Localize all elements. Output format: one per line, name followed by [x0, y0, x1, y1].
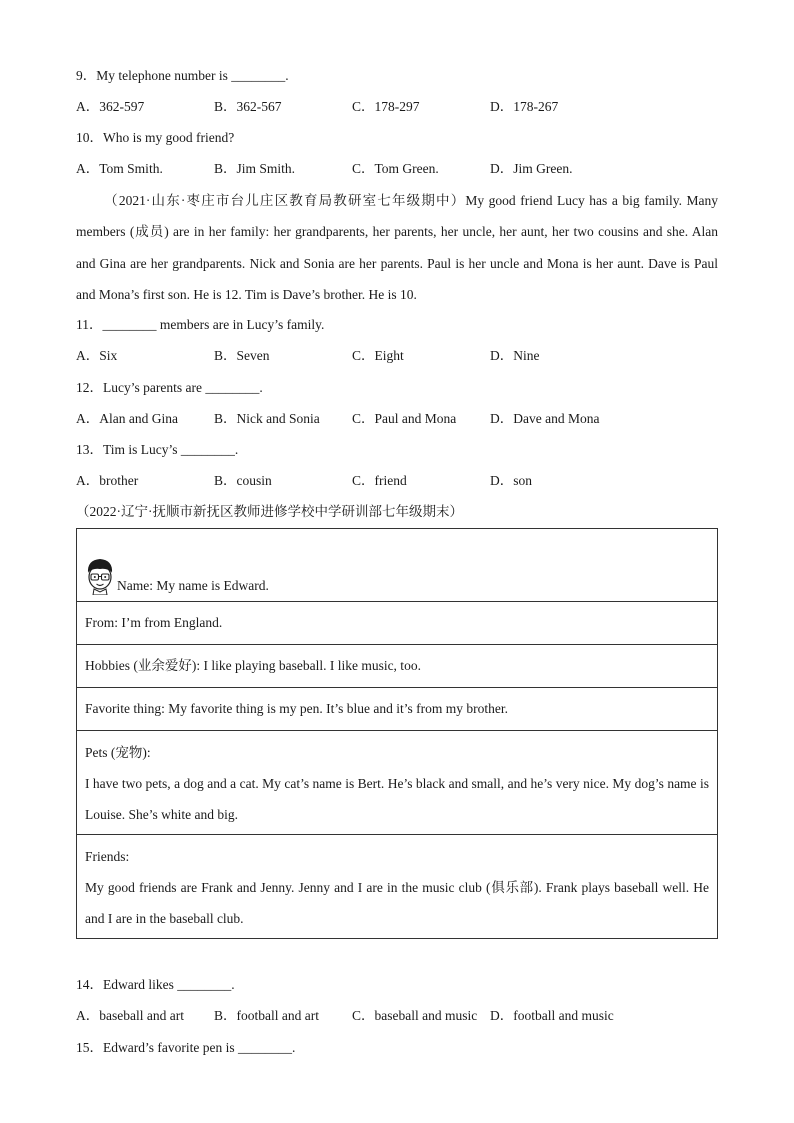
question-14-stem: 14．Edward likes ________.: [76, 977, 235, 992]
question-10-stem: 10．Who is my good friend?: [76, 130, 235, 145]
question-9-stem: 9．My telephone number is ________.: [76, 68, 289, 83]
question-15-stem: 15．Edward’s favorite pen is ________.: [76, 1040, 296, 1055]
pets-text: I have two pets, a dog and a cat. My cat’s name is Bert. He’s black and small, and he’s very nice. My dog’s name is Louise. She’s white and big.: [85, 776, 709, 822]
option-d: D．178-267: [490, 99, 559, 114]
card-row-favorite-thing: Favorite thing: My favorite thing is my pen. It’s blue and it’s from my brother.: [77, 688, 718, 731]
passage-text: （2021·山东·枣庄市台儿庄区教育局教研室七年级期中）My good friend Lucy has a big family. Many members (成员) are in her family: her grandparents, her parents, her uncle, her aunt, her two cousins and she. Alan and Gina are her grandparents. Nick and Sonia are her parents. Paul is her uncle and Mona is her aunt. Dave is Paul and Mona’s first son. He is 12. Tim is Dave’s brother. He is 10.: [76, 193, 718, 302]
option-c: C．friend: [352, 473, 407, 488]
card-row-friends: [77, 835, 718, 939]
option-b: B．cousin: [214, 473, 272, 488]
option-c: C．Tom Green.: [352, 161, 439, 176]
option-c: C．178-297: [352, 99, 420, 114]
option-b: B．362-567: [214, 99, 282, 114]
friends-text: My good friends are Frank and Jenny. Jenny and I are in the music club (俱乐部). Frank plays baseball well. He and I are in the baseball club.: [85, 880, 709, 926]
option-b: B．Seven: [214, 348, 270, 363]
option-d: D．Nine: [490, 348, 540, 363]
question-9-options: [76, 98, 716, 116]
option-a: A．brother: [76, 473, 139, 488]
option-b: B．Nick and Sonia: [214, 411, 320, 426]
option-a: A．Tom Smith.: [76, 161, 163, 176]
question-14-options: [76, 1007, 716, 1025]
question-13-options: [76, 472, 716, 490]
card-row-pets: [77, 731, 718, 835]
question-11-options: [76, 347, 716, 365]
option-a: A．Alan and Gina: [76, 411, 178, 426]
option-b: B．football and art: [214, 1008, 319, 1023]
question-13-stem: 13．Tim is Lucy’s ________.: [76, 442, 239, 457]
edward-info-card: [76, 528, 718, 939]
question-11-stem: 11．________ members are in Lucy’s family.: [76, 317, 325, 332]
friends-label: Friends:: [85, 849, 130, 864]
question-12-options: [76, 410, 716, 428]
option-d: D．Dave and Mona: [490, 411, 600, 426]
card-row-from: From: I’m from England.: [77, 602, 718, 645]
question-12-stem: 12．Lucy’s parents are ________.: [76, 380, 263, 395]
reading-passage-lucy-family: [76, 185, 718, 310]
card-row-name: [77, 529, 718, 602]
option-c: C．Eight: [352, 348, 404, 363]
question-10-options: [76, 160, 716, 178]
option-a: A．Six: [76, 348, 118, 363]
option-a: A．baseball and art: [76, 1008, 184, 1023]
option-d: D．Jim Green.: [490, 161, 573, 176]
option-d: D．football and music: [490, 1008, 614, 1023]
option-a: A．362-597: [76, 99, 145, 114]
passage-source: （2022·辽宁·抚顺市新抚区教师进修学校中学研训部七年级期末）: [76, 504, 463, 519]
option-d: D．son: [490, 473, 533, 488]
pets-label: Pets (宠物):: [85, 745, 151, 760]
option-c: C．Paul and Mona: [352, 411, 457, 426]
option-c: C．baseball and music: [352, 1008, 478, 1023]
boy-avatar-icon: [85, 557, 115, 595]
card-name-text: Name: My name is Edward.: [117, 578, 269, 593]
card-row-hobbies: Hobbies (业余爱好): I like playing baseball. I like music, too.: [77, 645, 718, 688]
option-b: B．Jim Smith.: [214, 161, 296, 176]
